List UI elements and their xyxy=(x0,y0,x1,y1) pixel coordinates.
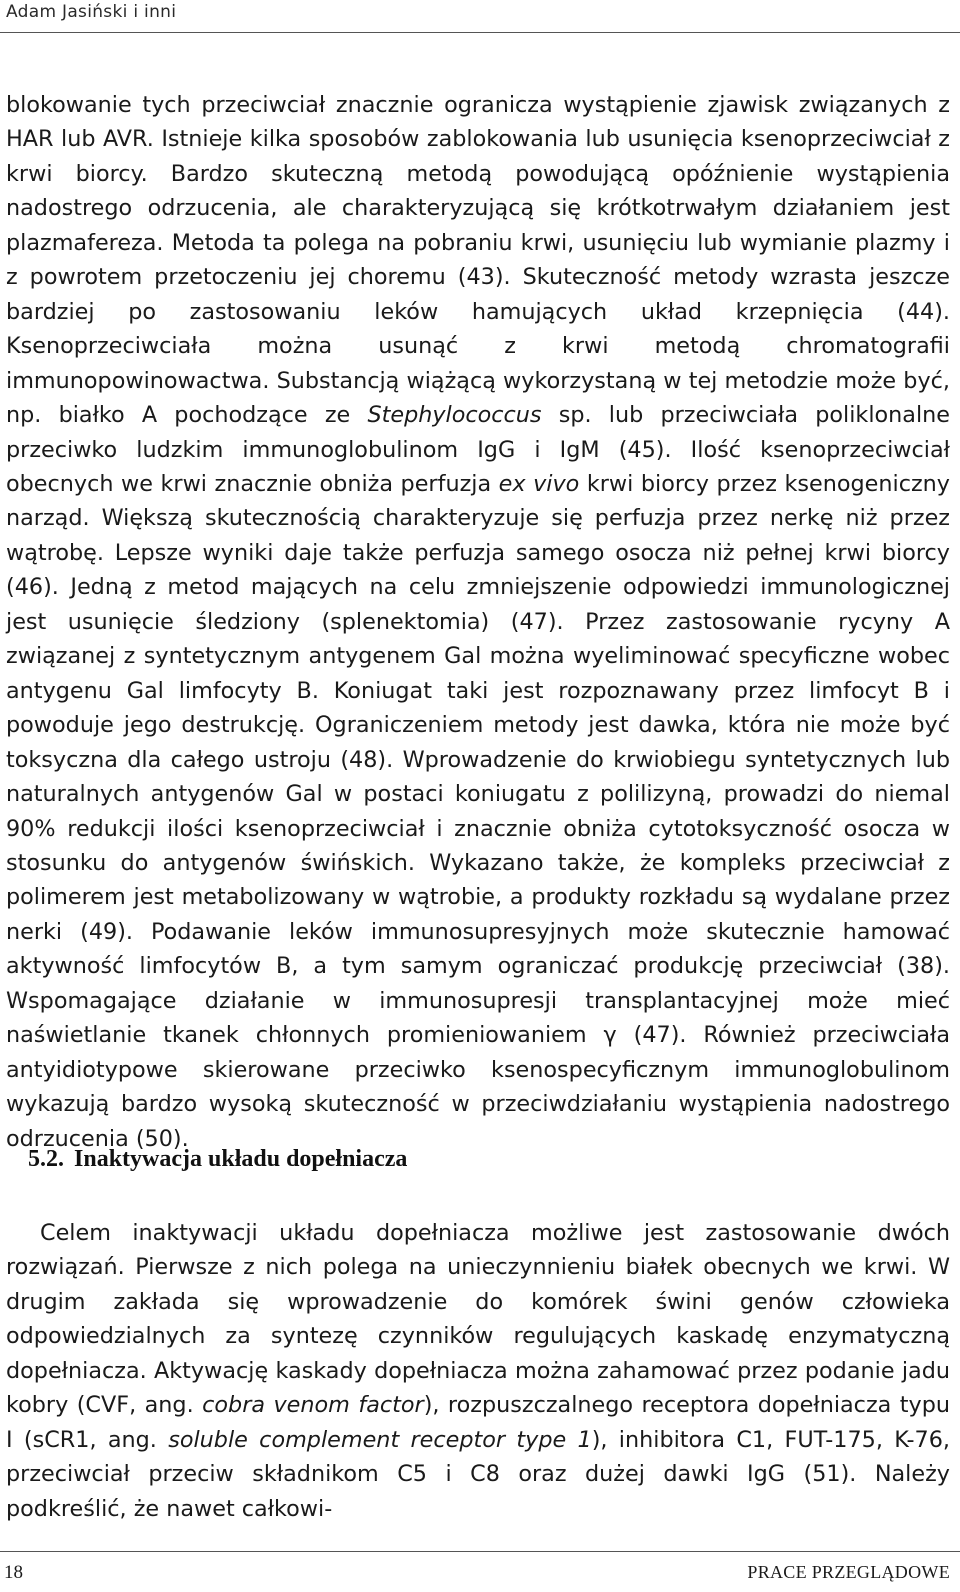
footer-divider xyxy=(0,1551,960,1552)
paragraph-text: sp. lub przeciwciała poliklonalne przeciwko ludzkim immunoglobulinom IgG i IgM (45). Ilość ksenoprzeciwciał obecnych we krwi znacznie obniża perfuzja xyxy=(6,402,950,497)
paragraph-text: ), rozpuszczalnego receptora dopełniacza typu I (sCR1, ang. xyxy=(6,1392,950,1453)
paragraph-text: Celem inaktywacji układu dopełniacza możliwe jest zastosowanie dwóch rozwiązań. Pierwsze z nich polega na unieczynnieniu białek obecnych we krwi. W drugim zakłada się wprowadzenie do komórek świni genów człowieka odpowiedzialnych za syntezę czynników regulujących kaskadę enzymatyczną dopełniacza. Aktywację kaskady dopełniacza można zahamować przez podanie jadu kobry (CVF, ang. xyxy=(6,1220,950,1419)
paragraph-text: blokowanie tych przeciwciał znacznie ogranicza wystąpienie zjawisk związanych z HAR lub AVR. Istnieje kilka sposobów zablokowania lub usunięcia ksenoprzeciwciał z krwi biorcy. Bardzo skuteczną metodą powodującą opóźnienie wystąpienia nadostrego odrzucenia, ale charakteryzującą się krótkotrwałym działaniem jest plazmafereza. Metoda ta polega na pobraniu krwi, usunięciu lub wymianie plazmy i z powrotem przetoczeniu jej choremu (43). Skuteczność metody wzrasta jeszcze bardziej po zastosowaniu leków hamujących układ krzepnięcia (44). Ksenoprzeciwciała można usunąć z krwi metodą chromatografii immunopowinowactwa. Substancją wiążącą wykorzystaną w tej metodzie może być, np. białko A pochodzące ze xyxy=(6,92,950,429)
paragraph-text: krwi biorcy przez ksenogeniczny narząd. Większą skutecznością charakteryzuje się perfuzja przez nerkę niż przez wątrobę. Lepsze wyniki daje także perfuzja samego osocza niż pełnej krwi biorcy (46). Jedną z metod mających na celu zmniejszenie odpowiedzi immunologicznej jest usunięcie śledziony (splenektomia) (47). Przez zastosowanie rycyny A związanej z syntetycznym antygenem Gal można wyeliminować specyficzne wobec antygenu Gal limfocyty B. Koniugat taki jest rozpoznawany przez limfocyt B i powoduje jego destrukcję. Ograniczeniem metody jest dawka, która nie może być toksyczna dla całego ustroju (48). Wprowadzenie do krwiobiegu syntetycznych lub naturalnych antygenów Gal w postaci koniugatu z polilizyną, prowadzi do niemal 90% redukcji ilości ksenoprzeciwciał i znacznie obniża cytotoksyczność osocza w stosunku do antygenów świńskich. Wykazano także, że kompleks przeciwciał z polimerem jest metabolizowany w wątrobie, a produkty rozkładu są wydalane przez nerki (49). Podawanie leków immunosupresyjnych może skutecznie hamować aktywność limfocytów B, a tym samym ograniczać produkcję przeciwciał (38). Wspomagające działanie w immunosupresji transplantacyjnej może mieć naświetlanie tkanek chłonnych promieniowaniem γ (47). Również przeciwciała antyidiotypowe skierowane przeciwko ksenospecyficznym immunoglobulinom wykazują bardzo wysoką skuteczność w przeciwdziałaniu wystąpienia nadostrego odrzucenia (50). xyxy=(6,470,950,1152)
section-number: 5.2. xyxy=(28,1146,64,1172)
running-head: Adam Jasiński i inni xyxy=(6,2,177,22)
page-number: 18 xyxy=(4,1562,23,1583)
body-paragraph-2 xyxy=(6,1216,950,1526)
paragraph-text: ), inhibitora C1, FUT-175, K-76, przeciwciał przeciw składnikom C5 i C8 oraz dużej dawki IgG (51). Należy podkreślić, że nawet całkowi- xyxy=(6,1426,951,1522)
section-heading xyxy=(28,1146,407,1173)
italic-term: Stephylococcus xyxy=(367,402,542,429)
header-divider xyxy=(0,32,960,33)
section-title: Inaktywacja układu dopełniacza xyxy=(74,1146,408,1172)
italic-term: cobra venom factor xyxy=(202,1392,424,1419)
journal-section-label: PRACE PRZEGLĄDOWE xyxy=(747,1562,950,1582)
body-paragraph-1 xyxy=(6,88,950,1156)
italic-term: ex vivo xyxy=(498,470,580,497)
italic-term: soluble complement receptor type 1 xyxy=(168,1426,592,1453)
